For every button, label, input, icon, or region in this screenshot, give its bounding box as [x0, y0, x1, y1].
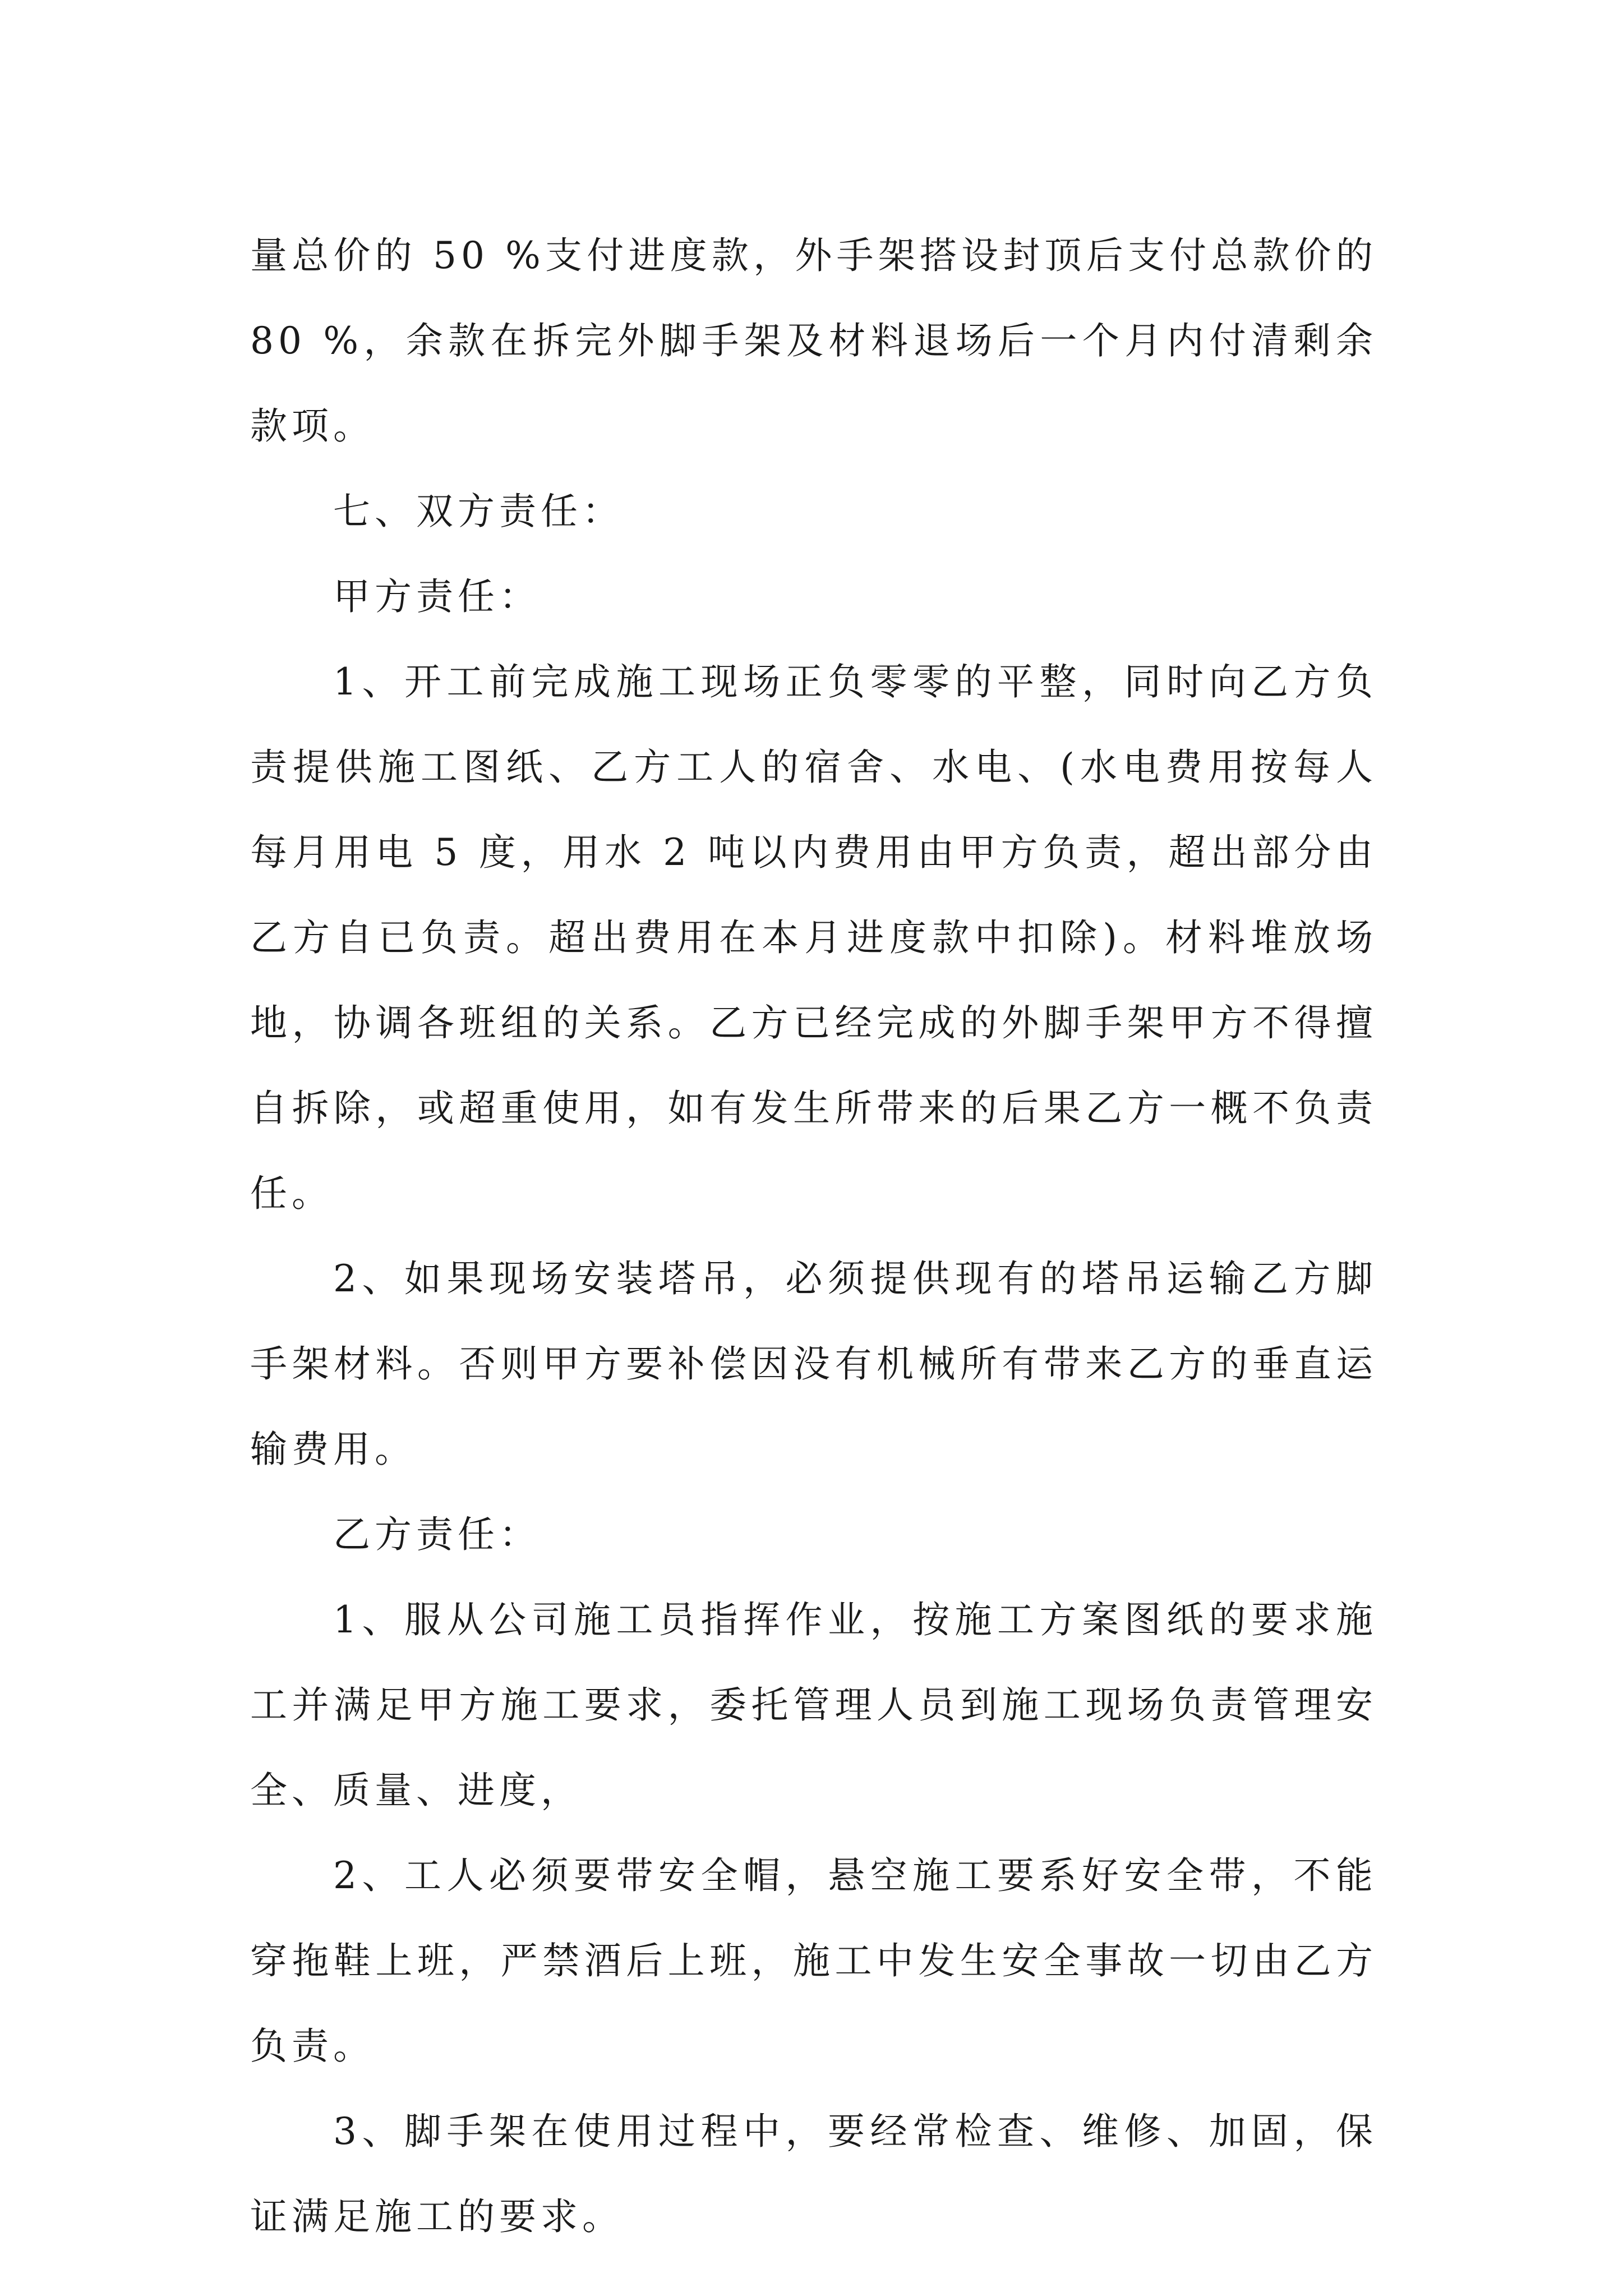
heading-party-a-responsibilities: 甲方责任：	[333, 575, 541, 618]
paragraph-payment-terms: 量总价的 50 %支付进度款，外手架搭设封顶后支付总款价的 80 %，余款在拆完外脚手架及材料退场后一个月内付清剩余款项。	[250, 234, 1377, 448]
paragraph-party-b-item-2: 2、工人必须要带安全帽，悬空施工要系好安全带，不能穿拖鞋上班，严禁酒后上班，施工中发生安全事故一切由乙方负责。	[250, 1854, 1377, 2068]
heading-party-b-responsibilities: 乙方责任：	[333, 1513, 541, 1556]
heading-mutual-responsibilities: 七、双方责任：	[333, 490, 624, 533]
paragraph-party-a-item-1: 1、开工前完成施工现场正负零零的平整，同时向乙方负责提供施工图纸、乙方工人的宿舍、水电、(水电费用按每人每月用电 5 度，用水 2 吨以内费用由甲方负责，超出部分由乙方自已负责。超出费用在本月进度款中扣除)。材料堆放场地，协调各班组的关系。乙方已经完成的外脚手架甲方不得擅自拆除，或超重使用，如有发生所带来的后果乙方一概不负责任。	[250, 660, 1377, 1215]
paragraph-party-a-item-2: 2、如果现场安装塔吊，必须提供现有的塔吊运输乙方脚手架材料。否则甲方要补偿因没有机械所有带来乙方的垂直运输费用。	[250, 1257, 1377, 1471]
paragraph-party-b-item-1: 1、服从公司施工员指挥作业，按施工方案图纸的要求施工并满足甲方施工要求，委托管理人员到施工现场负责管理安全、质量、进度，	[250, 1598, 1377, 1812]
document-body	[250, 213, 1377, 2260]
paragraph-party-b-item-3: 3、脚手架在使用过程中，要经常检查、维修、加固，保证满足施工的要求。	[250, 2110, 1377, 2238]
